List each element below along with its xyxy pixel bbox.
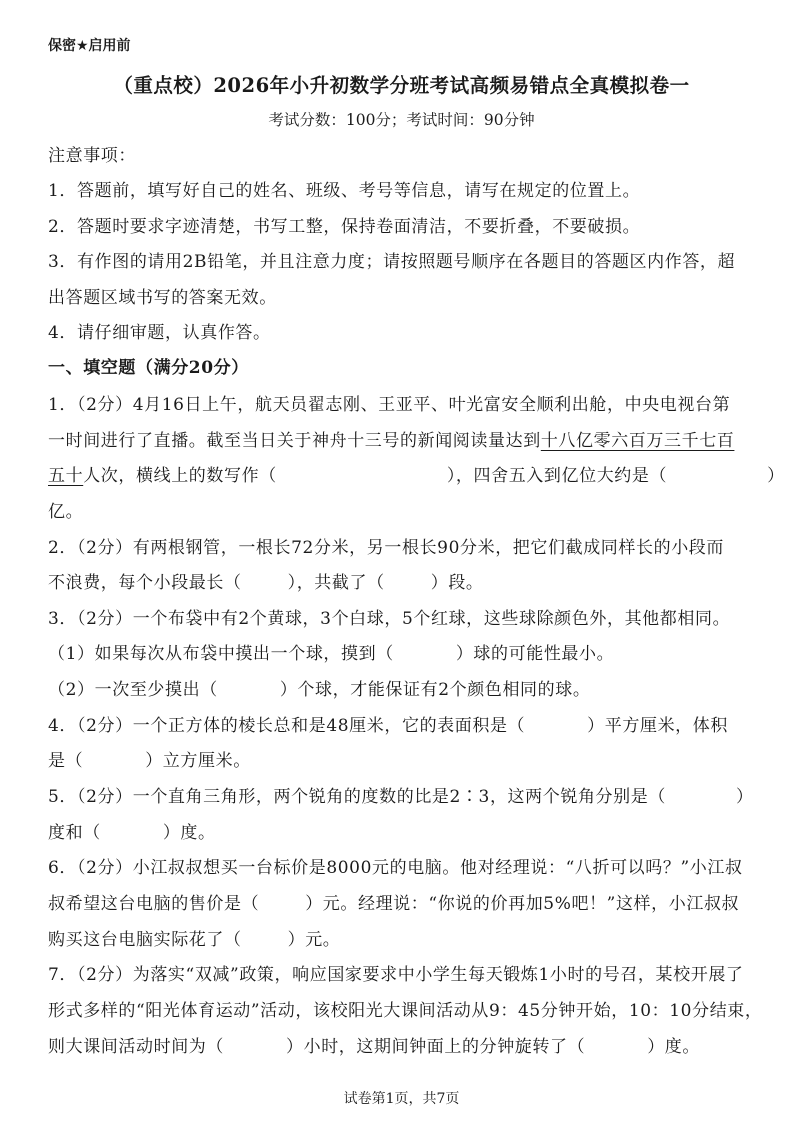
question-2-text: 不浪费，每个小段最长（	[48, 573, 242, 593]
question-6-line-3	[48, 929, 340, 951]
question-1-line-2	[48, 430, 734, 452]
question-6-text: 购买这台电脑实际花了（	[48, 930, 242, 950]
question-4-line-2	[48, 750, 251, 772]
question-3-text: ）个球，才能保证有2个颜色相同的球。	[279, 680, 591, 700]
question-5-line-1	[48, 786, 754, 808]
exam-info: 考试分数：100分；考试时间：90分钟	[268, 111, 535, 129]
question-7-line-1: 7．（2分）为落实“双减”政策，响应国家要求中小学生每天锻炼1小时的号召，某校开展了	[48, 965, 744, 985]
question-6-text: ）元。	[287, 930, 341, 950]
page-number: 试卷第1页，共7页	[343, 1091, 460, 1107]
question-5-line-2	[48, 822, 216, 844]
question-7-text: 则大课间活动时间为（	[48, 1037, 224, 1057]
question-7-text: ）小时，这期间钟面上的分钟旋转了（	[286, 1037, 586, 1057]
question-4-text: ）立方厘米。	[145, 751, 251, 771]
question-3-text: （1）如果每次从布袋中摸出一个球，摸到（	[48, 644, 394, 664]
question-1-line-3	[48, 465, 785, 487]
question-4-text: 4．（2分）一个正方体的棱长总和是48厘米，它的表面积是（	[48, 716, 526, 736]
question-4-line-1	[48, 715, 728, 737]
question-7-line-2: 形式多样的“阳光体育运动”活动，该校阳光大课间活动从9：45分钟开始，10：10分结束，	[48, 1001, 763, 1021]
question-7-line-3	[48, 1036, 700, 1058]
question-1-line-4: 亿。	[48, 502, 84, 522]
underlined-number-text: 五十	[48, 466, 84, 486]
question-4-text: ）平方厘米，体积	[587, 716, 728, 736]
question-6-line-2	[48, 893, 739, 915]
page-title: （重点校）2026年小升初数学分班考试高频易错点全真模拟卷一	[113, 74, 690, 97]
question-4-text: 是（	[48, 751, 84, 771]
notice-item-1: 1．答题前，填写好自己的姓名、班级、考号等信息，请写在规定的位置上。	[48, 181, 641, 201]
question-2-line-1: 2．（2分）有两根钢管，一根长72分米，另一根长90分米，把它们截成同样长的小段而	[48, 538, 724, 558]
question-5-text: 5．（2分）一个直角三角形，两个锐角的度数的比是2∶3，这两个锐角分别是（	[48, 787, 666, 807]
question-3-part-1	[48, 643, 614, 665]
question-3-line-1: 3．（2分）一个布袋中有2个黄球，3个白球，5个红球，这些球除颜色外，其他都相同。	[48, 609, 731, 629]
notice-item-4: 4．请仔细审题，认真作答。	[48, 323, 271, 343]
question-6-line-1: 6．（2分）小江叔叔想买一台标价是8000元的电脑。他对经理说：“八折可以吗？”小江叔	[48, 858, 743, 878]
notice-item-2: 2．答题时要求字迹清楚，书写工整，保持卷面清洁，不要折叠，不要破损。	[48, 217, 641, 237]
question-1-text: ），四舍五入到亿位大约是（	[446, 466, 668, 486]
question-1-line-1: 1．（2分）4月16日上午，航天员翟志刚、王亚平、叶光富安全顺利出舱，中央电视台第	[48, 395, 731, 415]
question-3-text: ）球的可能性最小。	[455, 644, 615, 664]
notice-item-3: 3．有作图的请用2B铅笔，并且注意力度；请按照题号顺序在各题目的答题区内作答，超	[48, 252, 736, 272]
question-3-part-2	[48, 679, 590, 701]
underlined-number-text: 十八亿零六百万三千七百	[540, 431, 735, 451]
question-2-line-2	[48, 572, 484, 594]
notice-heading: 注意事项：	[48, 146, 136, 166]
question-1-text: 一时间进行了直播。截至当日关于神舟十三号的新闻阅读量达到	[48, 431, 541, 451]
question-5-text: 度和（	[48, 823, 101, 843]
question-2-text: ）段。	[430, 573, 484, 593]
question-1-text: 人次，横线上的数写作（	[83, 466, 277, 486]
question-6-text: ）元。经理说：“你说的价再加5%吧！”这样，小江叔叔	[305, 894, 740, 914]
question-1-text: ）	[767, 466, 785, 486]
confidential-label: 保密★启用前	[48, 38, 131, 54]
question-5-text: ）度。	[162, 823, 216, 843]
question-3-text: （2）一次至少摸出（	[48, 680, 218, 700]
question-2-text: ），共截了（	[287, 573, 385, 593]
question-7-text: ）度。	[647, 1037, 701, 1057]
question-6-text: 叔希望这台电脑的售价是（	[48, 894, 260, 914]
section-heading-fill-blank: 一、填空题（满分20分）	[48, 358, 249, 378]
notice-item-3-cont: 出答题区域书写的答案无效。	[48, 288, 277, 308]
question-5-text: ）	[735, 787, 754, 807]
